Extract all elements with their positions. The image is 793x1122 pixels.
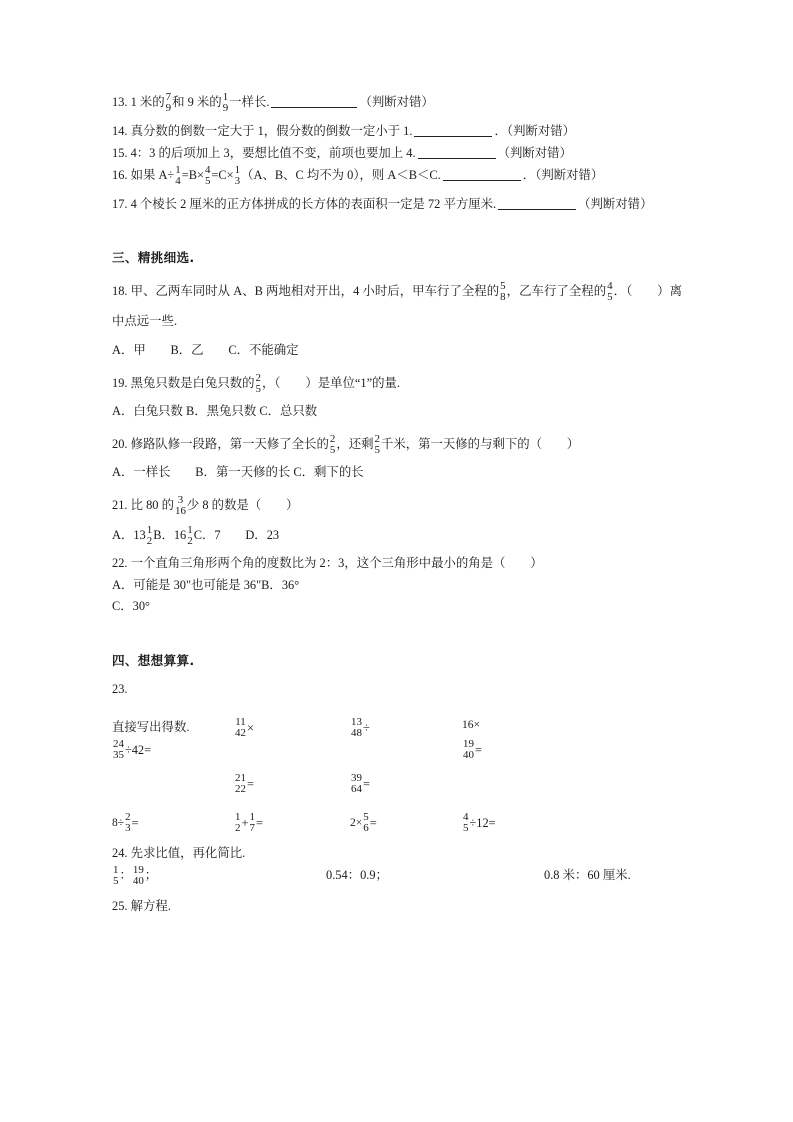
- fraction-numerator: 21: [235, 772, 246, 785]
- arithmetic-row-1: [112, 717, 682, 739]
- ratio-separator: ：: [119, 868, 132, 883]
- post-ratio-gap: [112, 887, 682, 896]
- question-16: [112, 165, 682, 187]
- fraction-denominator: 7: [249, 822, 255, 835]
- question-22-options-line2: C．30°: [112, 599, 151, 614]
- arithmetic-cell-3a: [112, 812, 234, 834]
- fraction-denominator: 64: [351, 783, 362, 796]
- section-gap-2: [112, 624, 682, 650]
- fraction: [607, 281, 612, 303]
- fraction-denominator: 16: [174, 504, 186, 517]
- fraction-numerator: 19: [132, 864, 144, 877]
- question-24: [112, 843, 682, 863]
- text-run: 4：3 的后项加上 3，要想比值不变，前项也要加上 4.: [130, 146, 416, 160]
- fraction-numerator: 13: [351, 716, 362, 729]
- fraction: [256, 373, 261, 395]
- operator: =: [369, 815, 377, 830]
- fraction-denominator: 5: [113, 875, 119, 888]
- text-run: C．7 D．23: [193, 527, 280, 542]
- fraction-numerator: 3: [177, 494, 184, 507]
- answer-blank[interactable]: [498, 197, 576, 209]
- fraction: [351, 717, 362, 739]
- fraction-numerator: 11: [235, 716, 246, 729]
- text-run: 4 个棱长 2 厘米的正方体拼成的长方体的表面积一定是 72 平方厘米.: [130, 197, 497, 211]
- arithmetic-cell-2c: [350, 773, 462, 795]
- arithmetic-cell-1b: [234, 717, 350, 739]
- arithmetic-intro-cell: [112, 717, 234, 735]
- fraction-numerator: 5: [363, 811, 369, 824]
- fraction-numerator: 2: [255, 371, 261, 384]
- fraction-numerator: 1: [175, 164, 181, 177]
- fraction-denominator: 6: [363, 822, 369, 835]
- text-run: 一样长.: [229, 95, 270, 110]
- fraction: [133, 865, 144, 887]
- fraction-numerator: 2: [125, 811, 131, 824]
- text-run: ．（判断对错）: [522, 168, 604, 183]
- question-20: [112, 429, 682, 459]
- fraction-denominator: 2: [146, 534, 153, 547]
- operator: ×: [246, 721, 254, 736]
- ratio-item-1: [112, 865, 326, 887]
- ratio-row: [112, 865, 682, 887]
- text-run: ，还剩: [336, 436, 374, 451]
- text-run: 先求比值，再化简比.: [130, 845, 246, 860]
- fraction-denominator: 5: [255, 382, 261, 395]
- arithmetic-cell-1d2: [462, 739, 582, 761]
- text-run: 1 米的: [130, 95, 165, 110]
- fraction-denominator: 40: [132, 875, 144, 888]
- answer-blank[interactable]: [271, 96, 357, 108]
- fraction: [330, 434, 335, 456]
- ratio-item-3: [544, 865, 682, 883]
- question-15: [112, 143, 682, 163]
- fraction-denominator: 2: [235, 822, 241, 835]
- ratio-expression: 0.54：0.9；: [326, 868, 388, 883]
- fraction: [223, 92, 228, 114]
- text-run: 如果 A÷: [130, 168, 175, 183]
- fraction-denominator: 40: [463, 749, 474, 762]
- fraction-numerator: 24: [113, 738, 124, 751]
- text-run: =C×: [211, 168, 234, 183]
- question-14: [112, 121, 682, 141]
- fraction: [113, 739, 124, 761]
- fraction: [125, 812, 130, 834]
- text-run: 黑兔只数是白兔只数的: [130, 375, 255, 390]
- question-number: 15.: [112, 146, 131, 160]
- question-22: [112, 553, 682, 573]
- text-run: ．（判断对错）: [494, 123, 576, 138]
- operand-lead: 16×: [462, 719, 481, 732]
- question-number: 16.: [112, 168, 131, 183]
- text-run: （判断对错）: [497, 146, 572, 160]
- text-run: 甲、乙两车同时从 A、B 两地相对开出，4 小时后，甲车行了全程的: [130, 284, 500, 299]
- text-run: ，乙车行了全程的: [506, 284, 607, 299]
- operator: =: [474, 743, 482, 758]
- arithmetic-cell-3b: [234, 812, 350, 834]
- fraction: [235, 812, 240, 834]
- arithmetic-row-1-second: [112, 739, 682, 761]
- arithmetic-cell-1d: [462, 717, 582, 732]
- ratio-terminator: ；: [144, 868, 158, 883]
- post-calc-gap: [112, 834, 682, 843]
- text-run: （A、B、C 均不为 0），则 A＜B＜C.: [241, 168, 441, 183]
- operand-lead: 8÷: [112, 817, 125, 830]
- section-heading-choice: 三、精挑细选.: [112, 250, 195, 266]
- question-number: 24.: [112, 845, 131, 860]
- text-run: =B×: [181, 168, 204, 183]
- text-run: 一个直角三角形两个角的度数比为 2：3，这个三角形中最小的角是（ ）: [130, 556, 543, 571]
- fraction-numerator: 2: [329, 432, 336, 445]
- text-run: ，（ ）是单位“1”的量.: [261, 375, 400, 390]
- question-18-options: A．甲 B．乙 C．不能确定: [112, 342, 299, 357]
- question-19: [112, 368, 682, 398]
- calc-gap: [112, 701, 682, 717]
- arithmetic-grid: [112, 717, 682, 834]
- fraction-numerator: 39: [351, 772, 362, 785]
- fraction: [166, 92, 171, 114]
- fraction-denominator: 42: [235, 727, 246, 740]
- text-run: 和 9 米的: [172, 95, 222, 110]
- text-run: ．（ ）离中点远一些.: [112, 284, 683, 329]
- question-22-options: A．可能是 30"也可能是 36"B．36°: [112, 577, 300, 592]
- true-false-group: [112, 92, 682, 214]
- fraction: [351, 773, 362, 795]
- text-run: （判断对错）: [359, 95, 434, 110]
- fraction: [374, 434, 379, 456]
- fraction-numerator: 1: [234, 164, 241, 177]
- answer-blank[interactable]: [414, 124, 492, 136]
- arithmetic-cell-1c: [350, 717, 462, 739]
- fraction: [205, 165, 210, 187]
- fraction-numerator: 1: [146, 523, 153, 536]
- operator: =: [255, 815, 263, 830]
- fraction-numerator: 1: [187, 523, 193, 536]
- operator: ÷42=: [124, 743, 152, 758]
- text-run: 比 80 的: [130, 498, 174, 513]
- fraction-numerator: 1: [222, 91, 229, 103]
- fraction-denominator: 5: [329, 443, 336, 456]
- question-number: 25.: [112, 898, 131, 913]
- ratio-expression: 0.8 米：60 厘米.: [544, 868, 631, 883]
- question-number: 20.: [112, 436, 131, 451]
- operand-lead: 2×: [350, 817, 363, 830]
- fraction: [463, 739, 474, 761]
- arithmetic-cell-3c: [350, 812, 462, 834]
- question-19-options: A．白兔只数 B．黑兔只数 C．总只数: [112, 404, 318, 419]
- choice-group: [112, 276, 682, 617]
- section-heading-compute: 四、想想算算.: [112, 653, 195, 669]
- fraction: [147, 525, 152, 547]
- question-number: 17.: [112, 197, 131, 211]
- text-run: 真分数的倒数一定大于 1，假分数的倒数一定小于 1.: [130, 123, 413, 138]
- fraction-denominator: 48: [351, 727, 362, 740]
- question-number: 14.: [112, 123, 131, 138]
- worksheet-content: [112, 92, 682, 923]
- fraction-denominator: 3: [125, 822, 131, 835]
- fraction: [235, 773, 246, 795]
- answer-blank[interactable]: [443, 169, 521, 181]
- fraction-numerator: 1: [113, 864, 119, 877]
- question-21: [112, 490, 682, 520]
- text-run: 修路队修一段路，第一天修了全长的: [130, 436, 329, 451]
- fraction-numerator: 7: [165, 91, 172, 103]
- fraction: [235, 717, 246, 739]
- fraction-denominator: 5: [607, 290, 613, 303]
- text-run: 千米，第一天修的与剩下的（ ）: [380, 436, 580, 451]
- arithmetic-row-2: [112, 773, 682, 795]
- ratio-expression: [112, 864, 158, 888]
- fraction-denominator: 5: [463, 822, 469, 835]
- fraction-numerator: 1: [235, 811, 241, 824]
- fraction-numerator: 19: [463, 738, 474, 751]
- question-21-options: [112, 525, 682, 547]
- operator: +: [241, 815, 249, 830]
- fraction-numerator: 4: [607, 279, 613, 292]
- fraction-denominator: 8: [500, 290, 506, 303]
- question-number: 13.: [112, 95, 131, 110]
- arithmetic-intro-label: 直接写出得数.: [112, 720, 190, 735]
- operator: =: [246, 776, 254, 791]
- arithmetic-cell-3d: [462, 812, 582, 834]
- question-number: 19.: [112, 375, 131, 390]
- text-run: A．13: [112, 527, 146, 542]
- text-run: B．16: [153, 527, 187, 542]
- ratio-item-2: [326, 865, 544, 883]
- fraction-denominator: 22: [235, 783, 246, 796]
- question-18: [112, 276, 682, 337]
- operator: ÷: [362, 721, 370, 736]
- fraction-numerator: 1: [249, 811, 255, 824]
- fraction: [249, 812, 254, 834]
- question-13: [112, 92, 682, 114]
- fraction-denominator: 4: [175, 175, 181, 188]
- arithmetic-cell-1a: [112, 739, 234, 761]
- fraction-denominator: 5: [374, 443, 380, 456]
- fraction-denominator: 35: [113, 749, 124, 762]
- question-number: 18.: [112, 284, 131, 299]
- fraction-denominator: 9: [222, 101, 229, 114]
- fraction-denominator: 9: [165, 101, 172, 114]
- arithmetic-row-3: [112, 812, 682, 834]
- fraction-numerator: 2: [374, 432, 380, 445]
- fraction-numerator: 5: [500, 279, 506, 292]
- section-gap: [112, 221, 682, 247]
- fraction-numerator: 4: [204, 164, 211, 177]
- text-run: 解方程.: [130, 898, 171, 913]
- fraction: [500, 281, 505, 303]
- question-20-options: A．一样长 B．第一天修的长 C．剩下的长: [112, 465, 364, 480]
- fraction-denominator: 2: [187, 534, 193, 547]
- text-run: （判断对错）: [578, 197, 653, 211]
- fraction: [175, 495, 186, 517]
- answer-blank[interactable]: [418, 146, 496, 158]
- operator: =: [362, 776, 370, 791]
- fraction: [175, 165, 180, 187]
- fraction: [113, 865, 118, 887]
- fraction: [235, 165, 240, 187]
- text-run: 少 8 的数是（ ）: [186, 498, 299, 513]
- question-25: [112, 896, 682, 916]
- question-23-number: 23.: [112, 682, 128, 697]
- fraction-denominator: 3: [234, 175, 241, 188]
- fraction-denominator: 5: [204, 175, 211, 188]
- operator: =: [131, 815, 139, 830]
- question-number: 21.: [112, 498, 131, 513]
- fraction: [187, 525, 192, 547]
- question-17: [112, 194, 682, 214]
- operator: ÷12=: [469, 815, 496, 830]
- question-number: 22.: [112, 556, 131, 571]
- arithmetic-cell-2b: [234, 773, 350, 795]
- fraction-numerator: 4: [463, 811, 469, 824]
- fraction: [463, 812, 468, 834]
- fraction: [363, 812, 368, 834]
